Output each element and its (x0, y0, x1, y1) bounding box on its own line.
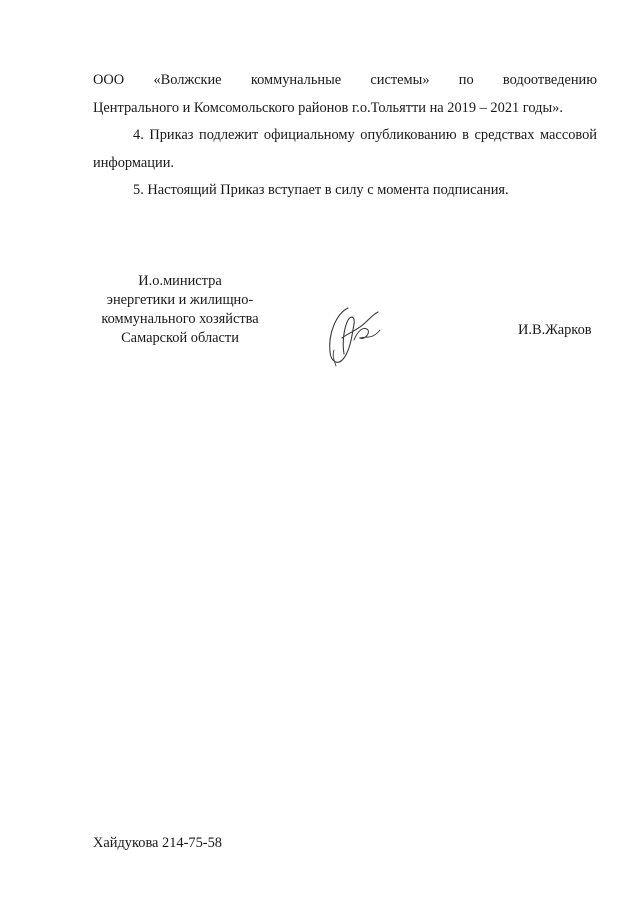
signatory-position (75, 272, 285, 348)
paragraph-item-4: 4. Приказ подлежит официальному опубликованию в средствах массовой информации. (93, 127, 597, 171)
handwritten-signature-icon (318, 300, 390, 372)
paragraph-line: Центрального и Комсомольского районов г.о.Тольятти на 2019 – 2021 годы». (93, 99, 563, 116)
position-line: коммунального хозяйства (101, 311, 259, 327)
paragraph-line: ООО «Волжские коммунальные системы» по водоотведению (93, 72, 597, 88)
contact-footer: Хайдукова 214-75-58 (93, 835, 222, 851)
position-line: Самарской области (121, 330, 239, 346)
position-line: И.о.министра (138, 273, 222, 289)
position-line: энергетики и жилищно- (106, 292, 254, 308)
paragraph-item-5: 5. Настоящий Приказ вступает в силу с момента подписания. (133, 182, 509, 198)
signer-name: И.В.Жарков (518, 322, 592, 338)
paragraph-continuation (93, 67, 597, 122)
